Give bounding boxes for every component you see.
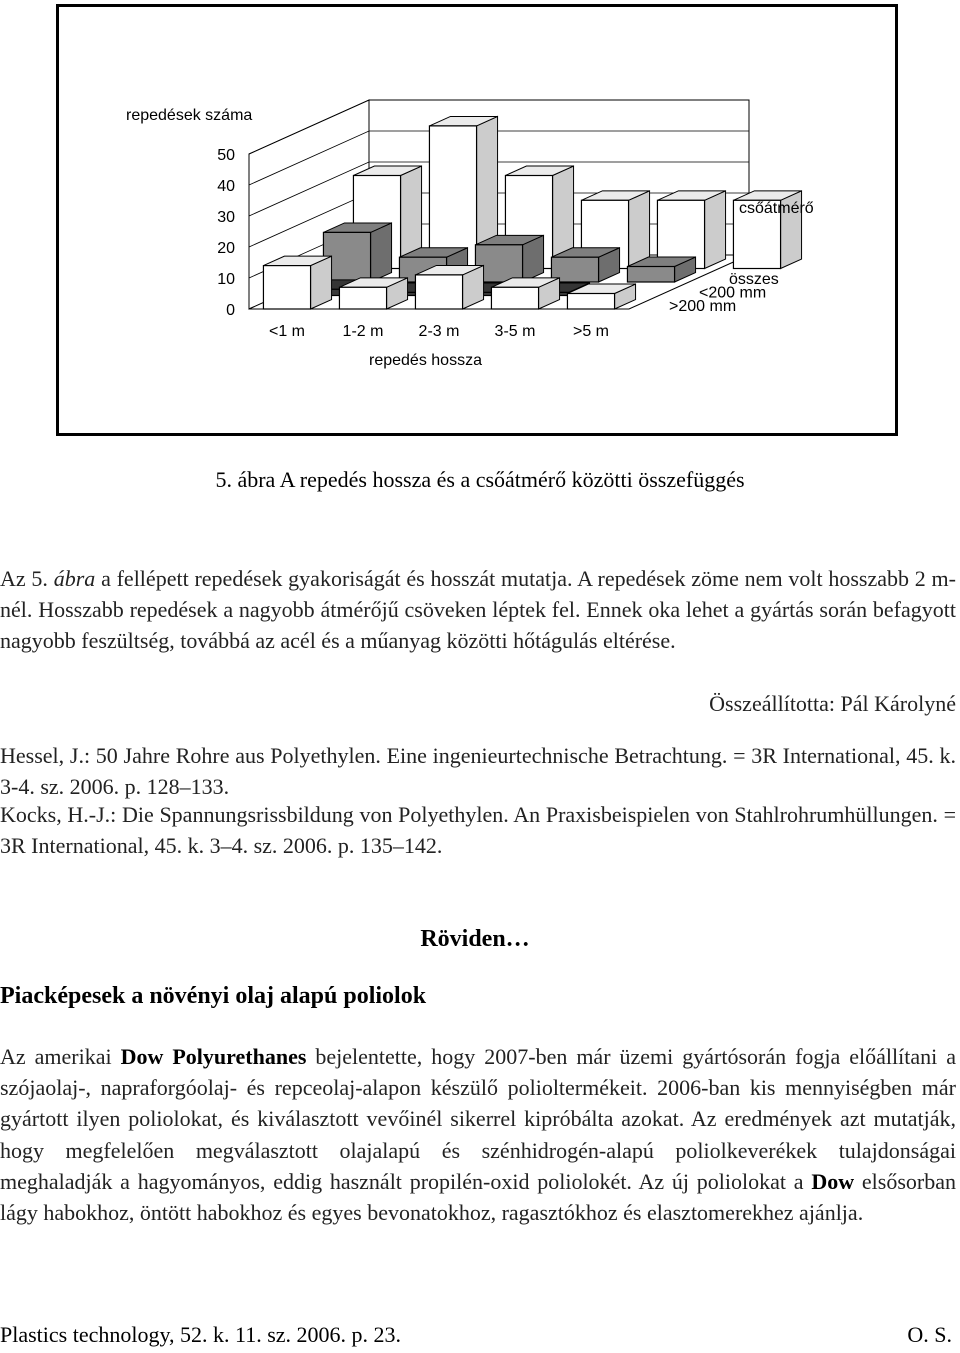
chart-frame — [56, 4, 898, 436]
bar — [323, 223, 391, 282]
y-tick-label: 0 — [226, 302, 235, 319]
y-tick-label: 20 — [217, 240, 235, 257]
bar — [263, 256, 331, 309]
x-tick-label: 3-5 m — [494, 323, 536, 340]
bar-side — [705, 191, 726, 269]
figure-caption: 5. ábra A repedés hossza és a csőátmérő közötti összefüggés — [215, 467, 745, 492]
bar-side — [371, 223, 392, 282]
body-paragraph — [0, 563, 956, 656]
bar-side — [629, 191, 650, 269]
bar-front — [429, 126, 476, 269]
bar-front — [415, 275, 462, 309]
bar-front — [627, 267, 674, 283]
y-tick-label: 30 — [217, 209, 235, 226]
author-initials: O. S. — [907, 1322, 952, 1347]
bar — [415, 265, 483, 309]
bar — [339, 278, 407, 309]
series-label: >200 mm — [669, 298, 737, 315]
article-text-1: Az amerikai — [0, 1044, 121, 1069]
article-title: Piacképesek a növényi olaj alapú poliolok — [0, 983, 427, 1009]
y-axis-title: repedések száma — [126, 107, 253, 124]
company-name: Dow Polyurethanes — [120, 1044, 307, 1069]
section-heading: Röviden… — [420, 926, 530, 952]
paragraph-rest: a fellépett repedések gyakoriságát és hosszát mutatja. A repedések zöme nem volt hosszabb 2 m-nél. Hosszabb repedések a nagyobb átmérőjű csöveken léptek fel. Ennek oka lehet a gyártás során befagyott nagyobb feszültség, továbbá az acél és a műanyag közötti hőtágulás eltérése. — [0, 566, 956, 653]
footer — [0, 1322, 956, 1348]
bar-front — [567, 294, 614, 310]
bar-chart-3d — [59, 7, 901, 439]
article-body — [0, 1041, 956, 1228]
series-label: <200 mm — [699, 284, 767, 302]
figure-reference: ábra — [53, 566, 96, 591]
x-tick-label: <1 m — [268, 323, 306, 340]
y-tick-label: 10 — [217, 271, 235, 288]
reference-1: Hessel, J.: 50 Jahre Rohre aus Polyethylen. Eine ingenieurtechnische Betrachtung. = 3R International, 45. k. 3-4. sz. 2006. p. 128–133. — [0, 743, 956, 799]
x-tick-label: 2-3 m — [418, 323, 460, 340]
bar — [551, 248, 619, 282]
article-text-3: elsősorban lágy habokhoz, öntött habokhoz és egyes bevonatokhoz, ragasztókhoz és elasztomerekhez ajánlja. — [0, 1168, 956, 1226]
bar-front — [263, 266, 310, 309]
paragraph-start: Az 5. — [0, 566, 54, 591]
article-text-2: bejelentette, hogy 2007-ben már üzemi gyártósorán fogja előállítani a szójaolaj-, napraforgóolaj- és repceolaj-alapon készülő polioltermékeit. 2006-ban kis mennyiségben már gyártott ilyen poliolokat, és kiválasztott vevőinél sikerrel kipróbálta azokat. Az eredmények azt mutatják, hogy megfelelően megválasztott olajalapú és szénhidrogén-alapú poliolkeverékek tulajdonságai meghaladják a hagyományos, eddig használt propilén-oxid poliolokét. Az új poliolokat a — [0, 1044, 957, 1194]
y-tick-label: 50 — [217, 147, 235, 164]
x-tick-label: 1-2 m — [342, 323, 384, 340]
y-tick-label: 40 — [217, 178, 235, 195]
company-short-name: Dow — [811, 1168, 855, 1194]
x-tick-label: >5 m — [572, 323, 610, 340]
reference-2: Kocks, H.-J.: Die Spannungsrissbildung von Polyethylen. An Praxisbeispielen von Stahlrohrumhüllungen. = 3R International, 45. k. 3–4. sz. 2006. p. 135–142. — [0, 802, 956, 858]
source-citation: Plastics technology, 52. k. 11. sz. 2006. p. 23. — [0, 1322, 402, 1347]
bar — [491, 278, 559, 309]
author-credit: Összeállította: Pál Károlyné — [709, 691, 956, 716]
bar — [475, 235, 543, 282]
bar-front — [491, 287, 538, 309]
bar-front — [339, 287, 386, 309]
series-label: összes — [729, 271, 779, 288]
depth-axis-title: csőátmérő — [739, 200, 814, 217]
x-axis-title: repedés hossza — [369, 352, 482, 369]
